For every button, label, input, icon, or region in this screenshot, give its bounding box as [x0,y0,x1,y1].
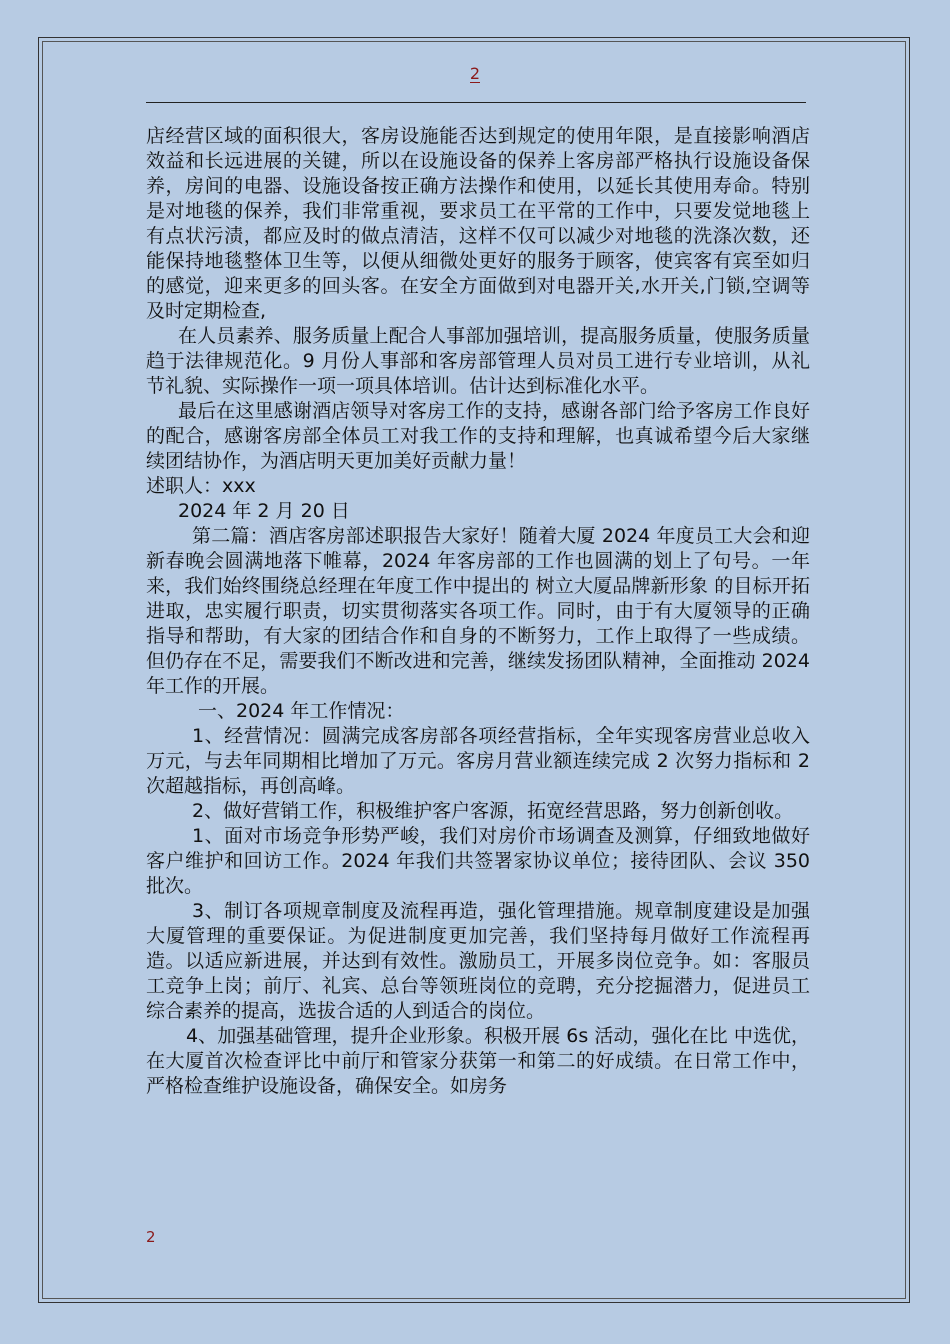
header-rule [146,102,806,103]
paragraph: 在人员素养、服务质量上配合人事部加强培训，提高服务质量，使服务质量趋于法律规范化。9 月份人事部和客房部管理人员对员工进行专业培训，从礼节礼貌、实际操作一项一项具体培训。估计达到标准化水平。 [146,325,810,397]
paragraph: 店经营区域的面积很大，客房设施能否达到规定的使用年限，是直接影响酒店效益和长远进展的关键，所以在设施设备的保养上客房部严格执行设施设备保养，房间的电器、设施设备按正确方法操作和使用，以延长其使用寿命。特别是对地毯的保养，我们非常重视，要求员工在平常的工作中，只要发觉地毯上有点状污渍，都应及时的做点清洁，这样不仅可以减少对地毯的洗涤次数，还能保持地毯整体卫生等，以便从细微处更好的服务于顾客，使宾客有宾至如归的感觉，迎来更多的回头客。在安全方面做到对电器开关,水开关,门锁,空调等及时定期检查, [146,125,810,322]
date-line: 2024 年 2 月 20 日 [178,500,350,522]
paragraph: 3、制订各项规章制度及流程再造，强化管理措施。规章制度建设是加强大厦管理的重要保证。为促进制度更加完善，我们坚持每月做好工作流程再造。以适应新进展，并达到有效性。激励员工，开展多岗位竞争。如：客服员工竞争上岗；前厅、礼宾、总台等领班岗位的竞聘，充分挖掘潜力，促进员工综合素养的提高，选拔合适的人到适合的岗位。 [146,900,810,1022]
header-page-number-text: 2 [469,64,481,83]
header-page-number [0,64,950,83]
paragraph: 1、经营情况：圆满完成客房部各项经营指标，全年实现客房营业总收入万元，与去年同期相比增加了万元。客房月营业额连续完成 2 次努力指标和 2 次超越指标，再创高峰。 [146,725,810,797]
signature-line: 述职人：xxx [146,475,256,497]
paragraph: 1、面对市场竞争形势严峻，我们对房价市场调查及测算，仔细致地做好客户维护和回访工作。2024 年我们共签署家协议单位；接待团队、会议 350 批次。 [146,825,810,897]
paragraph: 第二篇：酒店客房部述职报告大家好！随着大厦 2024 年度员工大会和迎新春晚会圆满地落下帷幕，2024 年客房部的工作也圆满的划上了句号。一年来，我们始终围绕总经理在年度工作中提出的 树立大厦品牌新形象 的目标开拓进取，忠实履行职责，切实贯彻落实各项工作。同时，由于有大厦领导的正确指导和帮助，有大家的团结合作和自身的不断努力，工作上取得了一些成绩。但仍存在不足，需要我们不断改进和完善，继续发扬团队精神，全面推动 2024 年工作的开展。 [146,525,810,697]
section-heading: 一、2024 年工作情况： [198,700,405,722]
document-body [146,124,810,1099]
paragraph: 2、做好营销工作，积极维护客户客源，拓宽经营思路，努力创新创收。 [192,800,794,822]
paragraph: 最后在这里感谢酒店领导对客房工作的支持，感谢各部门给予客房工作良好的配合，感谢客房部全体员工对我工作的支持和理解，也真诚希望今后大家继续团结协作，为酒店明天更加美好贡献力量！ [146,400,810,472]
paragraph: 4、加强基础管理，提升企业形象。积极开展 6s 活动，强化在比 中选优，在大厦首次检查评比中前厅和管家分获第一和第二的好成绩。在日常工作中，严格检查维护设施设备，确保安全。如房务 [146,1025,810,1097]
footer-page-number: 2 [146,1228,156,1246]
